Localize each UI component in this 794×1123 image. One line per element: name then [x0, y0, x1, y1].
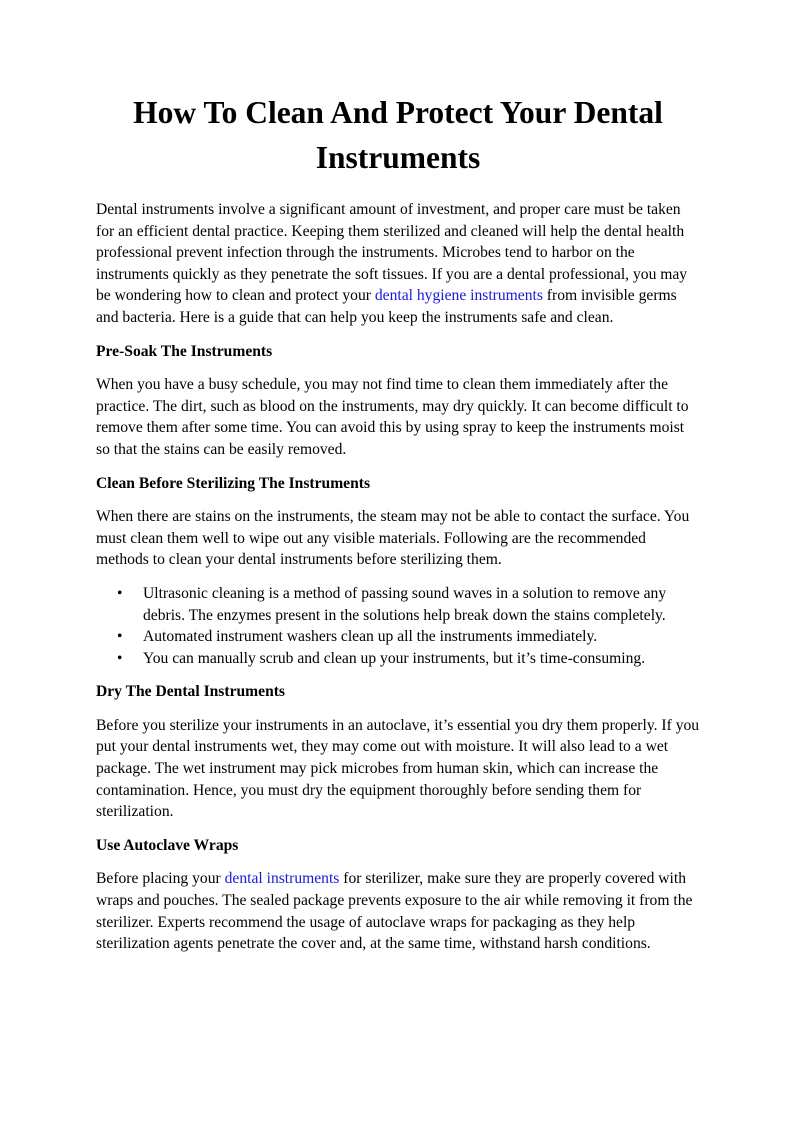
document-page	[96, 90, 700, 967]
autoclave-text-after: for sterilizer, make sure they are properly covered with wraps and pouches. The sealed package prevents exposure to the air while removing it from the sterilizer. Experts recommend the usage of autoclave wraps for packaging as they help sterilization agents penetrate the cover and, at the same time, withstand harsh conditions.	[96, 870, 693, 953]
section-paragraph-dry: Before you sterilize your instruments in an autoclave, it’s essential you dry them properly. If you put your dental instruments wet, they may come out with moisture. It will also lead to a wet package. The wet instrument may pick microbes from human skin, which can increase the contamination. Hence, you must dry the equipment thoroughly before sending them for sterilization.	[96, 716, 700, 821]
section-heading-autoclave-wraps: Use Autoclave Wraps	[96, 836, 239, 854]
page-title: How To Clean And Protect Your Dental Instruments	[133, 95, 663, 175]
dental-instruments-link[interactable]: dental instruments	[224, 870, 340, 888]
cleaning-methods-list	[96, 583, 700, 669]
bullet-icon: •	[117, 628, 123, 646]
list-item	[96, 626, 700, 648]
intro-text-after: from invisible germs and bacteria. Here is a guide that can help you keep the instruments safe and clean.	[96, 287, 677, 326]
list-item-text: Ultrasonic cleaning is a method of passing sound waves in a solution to remove any debris. The enzymes present in the solutions help break down the stains completely.	[143, 584, 667, 624]
dental-hygiene-instruments-link[interactable]: dental hygiene instruments	[374, 287, 543, 305]
section-paragraph-pre-soak: When you have a busy schedule, you may not find time to clean them immediately after the practice. The dirt, such as blood on the instruments, may dry quickly. It can become difficult to remove them after some time. You can avoid this by using spray to keep the instruments moist so that the stains can be easily removed.	[96, 376, 689, 458]
section-paragraph-clean-before-sterilizing: When there are stains on the instruments, the steam may not be able to contact the surface. You must clean them well to wipe out any visible materials. Following are the recommended methods to clean your dental instruments before sterilizing them.	[96, 508, 690, 569]
list-item	[96, 648, 700, 670]
section-heading-dry: Dry The Dental Instruments	[96, 683, 286, 701]
section-heading-clean-before-sterilizing: Clean Before Sterilizing The Instruments	[96, 474, 371, 492]
intro-paragraph	[96, 199, 700, 329]
section-paragraph-autoclave-wraps	[96, 868, 700, 954]
intro-text-before: Dental instruments involve a significant amount of investment, and proper care must be taken for an efficient dental practice. Keeping them sterilized and cleaned will help the dental health professional prevent infection through the instruments. Microbes tend to harbor on the instruments quickly as they penetrate the soft tissues. If you are a dental professional, you may be wondering how to clean and protect your	[96, 201, 688, 305]
bullet-icon: •	[117, 649, 123, 667]
autoclave-text-before: Before placing your	[96, 870, 225, 888]
section-heading-pre-soak: Pre-Soak The Instruments	[96, 342, 273, 360]
list-item-text: You can manually scrub and clean up your instruments, but it’s time-consuming.	[143, 649, 646, 667]
list-item	[96, 583, 700, 626]
bullet-icon: •	[117, 584, 123, 602]
list-item-text: Automated instrument washers clean up all the instruments immediately.	[143, 628, 598, 646]
